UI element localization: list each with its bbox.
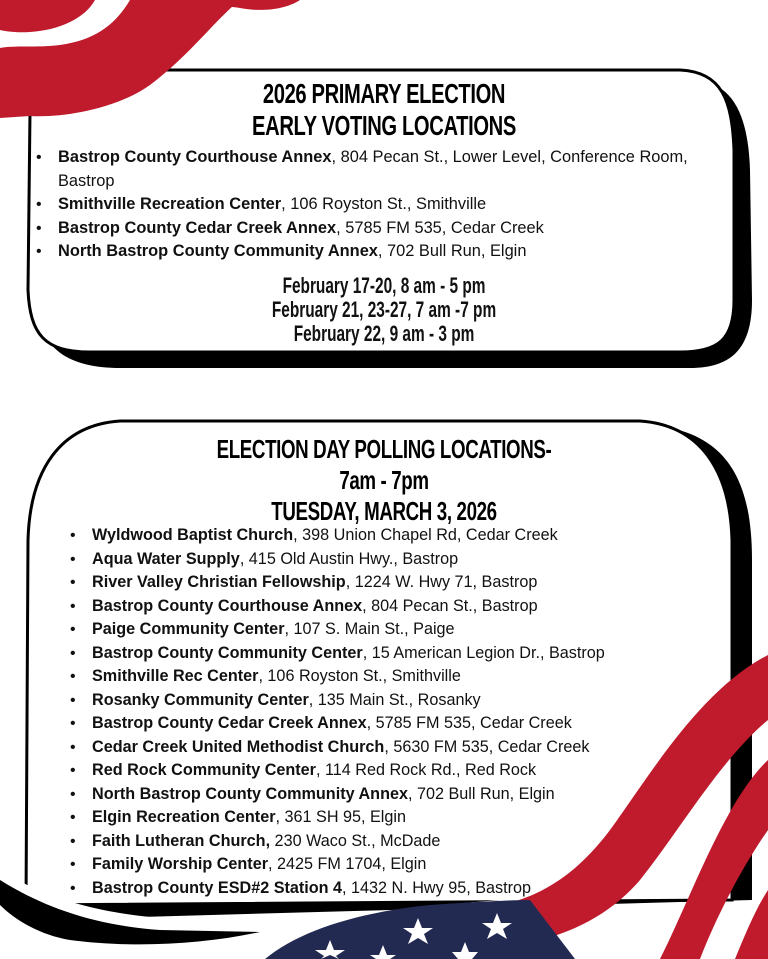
list-item [64, 524, 605, 548]
list-item [30, 217, 748, 241]
early-voting-title-line1: 2026 PRIMARY ELECTION [262, 78, 506, 109]
list-item [30, 240, 748, 264]
location-address: , 702 Bull Run, Elgin [377, 242, 527, 260]
location-name: North Bastrop County Community Annex [92, 784, 408, 803]
list-item [64, 853, 605, 877]
early-voting-title-line2: EARLY VOTING LOCATIONS [252, 110, 516, 141]
list-item [64, 830, 605, 854]
list-item [64, 642, 605, 666]
location-address: , 15 American Legion Dr., Bastrop [362, 643, 605, 662]
location-name: Wyldwood Baptist Church [92, 526, 294, 544]
location-name: Smithville Recreation Center [58, 195, 282, 213]
list-item [64, 877, 605, 901]
location-name: Paige Community Center [92, 620, 285, 638]
list-item [64, 759, 605, 783]
election-day-location-list [64, 524, 605, 900]
location-address: , 107 S. Main St., Paige [284, 620, 455, 638]
election-day-title [108, 434, 661, 527]
hours-line: February 22, 9 am - 3 pm [293, 321, 475, 346]
list-item [30, 193, 748, 217]
hours-line: February 17-20, 8 am - 5 pm [282, 273, 486, 298]
location-address: , 5785 FM 535, Cedar Creek [366, 714, 572, 732]
location-name: Bastrop County ESD#2 Station 4 [92, 878, 343, 897]
location-name: Bastrop County Cedar Creek Annex [92, 714, 367, 732]
early-voting-title [108, 78, 661, 142]
location-address: , 114 Red Rock Rd., Red Rock [315, 761, 537, 779]
location-address: , 5630 FM 535, Cedar Creek [384, 737, 590, 756]
location-name: Elgin Recreation Center [92, 808, 276, 826]
early-voting-location-list [30, 146, 748, 264]
location-name: North Bastrop County Community Annex [58, 242, 378, 260]
location-name: Cedar Creek United Methodist Church [92, 737, 385, 756]
location-name: Rosanky Community Center [92, 690, 309, 709]
list-item [64, 665, 605, 689]
list-item [64, 783, 605, 807]
list-item [30, 146, 748, 193]
list-item [64, 689, 605, 713]
location-address: , 1224 W. Hwy 71, Bastrop [345, 573, 538, 591]
list-item [64, 736, 605, 760]
location-address: , 415 Old Austin Hwy., Bastrop [239, 549, 459, 568]
location-address: , 702 Bull Run, Elgin [407, 784, 555, 803]
location-address: , 106 Royston St., Smithville [258, 667, 461, 685]
election-day-title-line2: 7am - 7pm [339, 465, 429, 495]
list-item [64, 548, 605, 572]
location-name: Bastrop County Courthouse Annex [58, 148, 332, 166]
location-name: Aqua Water Supply [92, 549, 240, 568]
location-address: , 804 Pecan St., Lower Level, Conference Room, Bastrop [58, 148, 688, 190]
location-address: , 106 Royston St., Smithville [281, 195, 487, 213]
location-address: , 135 Main St., Rosanky [308, 690, 481, 709]
location-address: , 804 Pecan St., Bastrop [362, 596, 538, 615]
location-name: River Valley Christian Fellowship [92, 573, 346, 591]
election-day-title-line1: ELECTION DAY POLLING LOCATIONS- [216, 434, 552, 464]
location-name: Family Worship Center [92, 855, 268, 873]
location-address: , 2425 FM 1704, Elgin [268, 855, 427, 873]
location-name: Smithville Rec Center [92, 667, 259, 685]
election-day-title-line3: TUESDAY, MARCH 3, 2026 [271, 496, 497, 526]
early-voting-hours [115, 274, 653, 346]
list-item [64, 618, 605, 642]
list-item [64, 712, 605, 736]
list-item [64, 595, 605, 619]
location-name: Bastrop County Cedar Creek Annex [58, 218, 337, 237]
location-address: , 5785 FM 535, Cedar Creek [336, 218, 544, 237]
list-item [64, 806, 605, 830]
location-name: Faith Lutheran Church, [92, 831, 271, 850]
location-address: , 1432 N. Hwy 95, Bastrop [342, 878, 531, 897]
list-item [64, 571, 605, 595]
location-address: , 398 Union Chapel Rd, Cedar Creek [293, 526, 558, 544]
hours-line: February 21, 23-27, 7 am -7 pm [271, 297, 497, 322]
location-name: Bastrop County Courthouse Annex [92, 596, 363, 615]
location-address: , 361 SH 95, Elgin [275, 808, 406, 826]
location-name: Red Rock Community Center [92, 761, 316, 779]
location-address: 230 Waco St., McDade [270, 831, 441, 850]
location-name: Bastrop County Community Center [92, 643, 363, 662]
